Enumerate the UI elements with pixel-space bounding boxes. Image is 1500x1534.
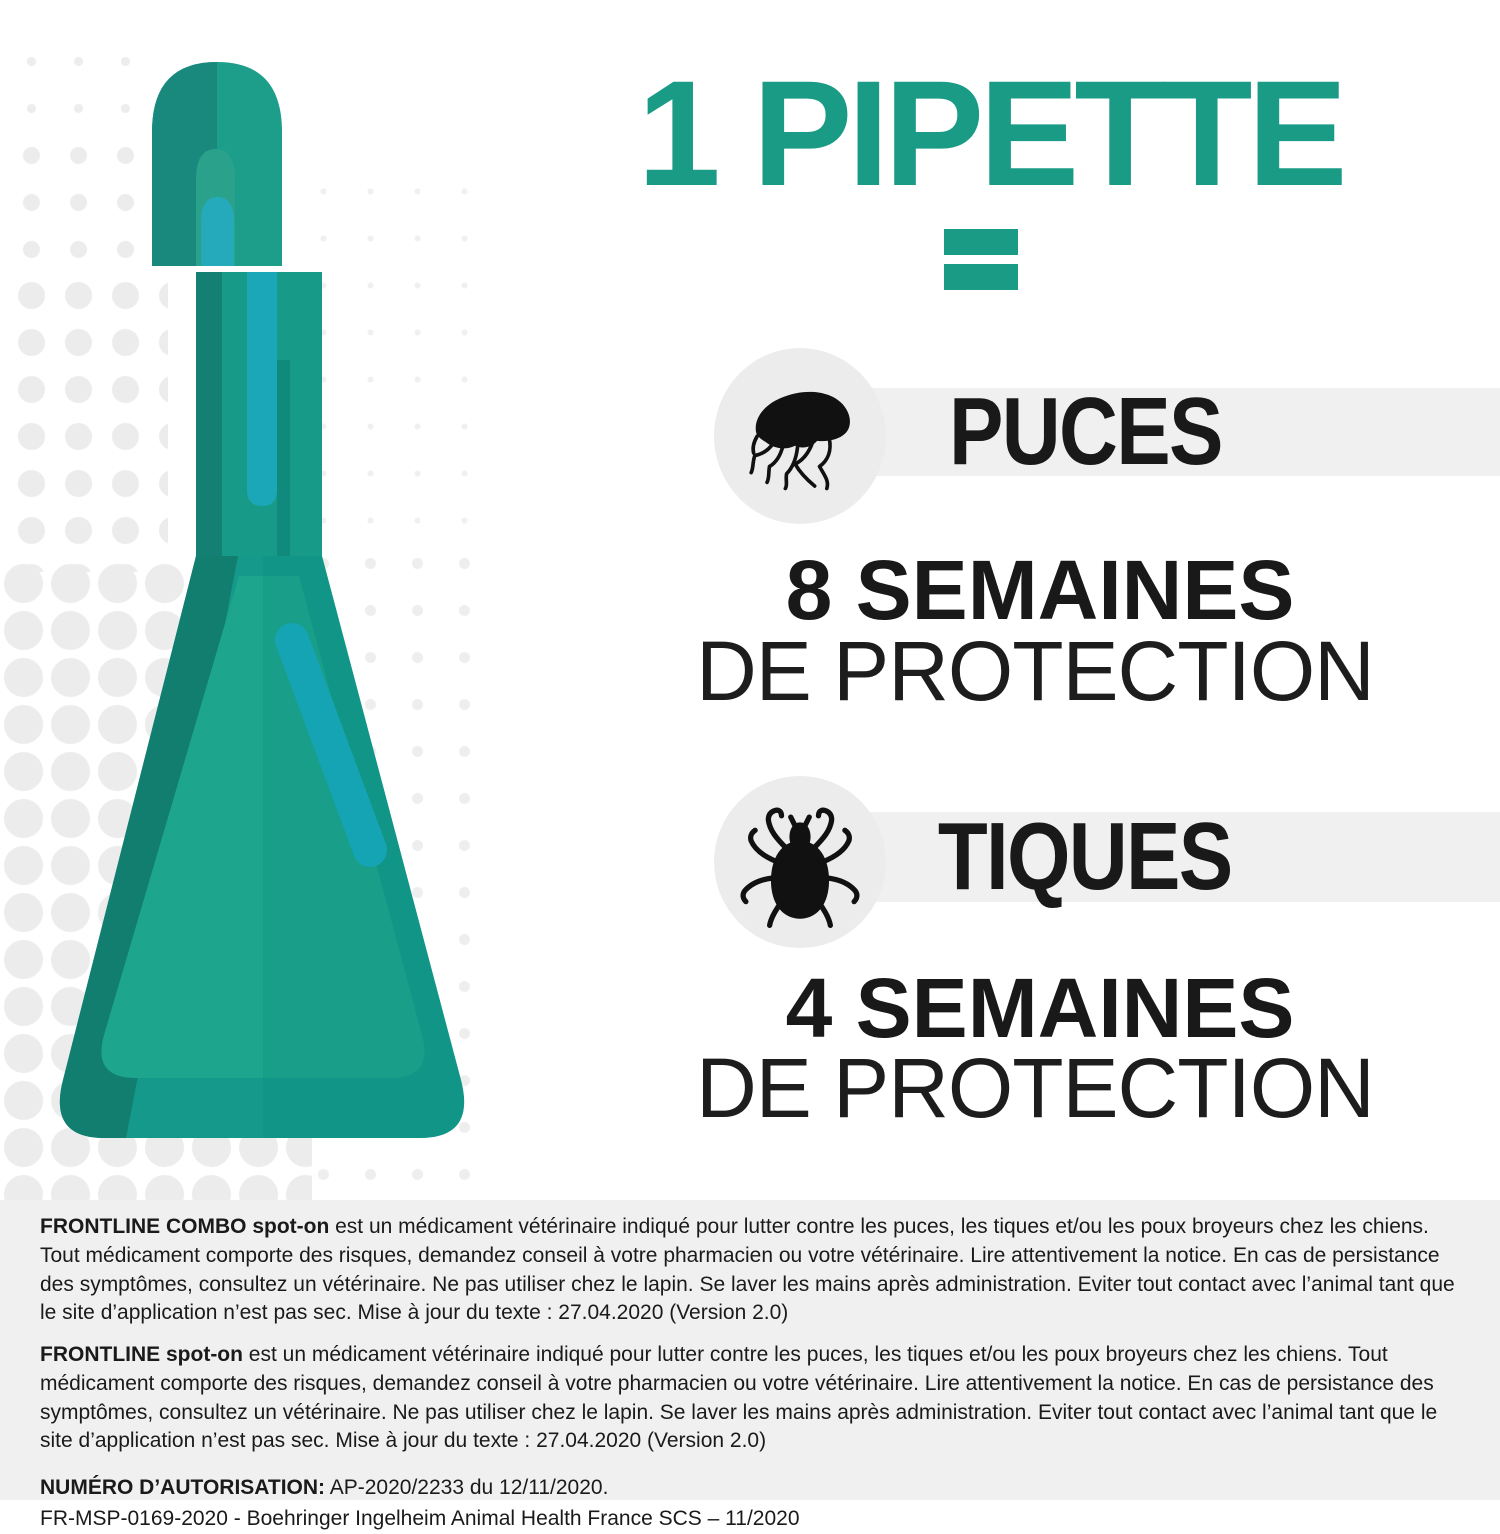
tick-circle — [714, 776, 886, 948]
equals-sign — [944, 229, 1018, 290]
tick-icon — [734, 792, 866, 932]
fleas-duration: 8 SEMAINES — [785, 543, 1295, 637]
ticks-duration-sub: DE PROTECTION — [696, 1041, 1374, 1135]
legal-panel — [0, 1200, 1500, 1530]
fleas-duration-sub: DE PROTECTION — [696, 624, 1374, 718]
legal-paragraph-frontline — [40, 1341, 1462, 1456]
fleas-label-wrap — [920, 378, 1250, 485]
reference-line: FR-MSP-0169-2020 - Boehringer Ingelheim Animal Health France SCS – 11/2020 — [40, 1506, 800, 1530]
legal-body-frontline: est un médicament vétérinaire indiqué pour lutter contre les puces, les tiques et/ou les poux broyeurs chez les chiens. Tout médicament comporte des risques, demandez conseil à votre pharmacien ou votre vétérinaire. Lire attentivement la notice. En cas de persistance des symptômes, consultez un vétérinaire. Ne pas utiliser chez le lapin. Se laver les mains après administration. Eviter tout contact avec l’animal tant que le site d’application n’est pas sec. Mise à jour du texte : 27.04.2020 (Version 2.0) — [40, 1343, 1438, 1453]
legal-lead-frontline: FRONTLINE spot-on — [40, 1343, 243, 1367]
legal-paragraph-frontline-combo — [40, 1213, 1462, 1328]
authorization-number: AP-2020/2233 du 12/11/2020. — [325, 1476, 609, 1500]
flea-circle — [714, 348, 886, 524]
legal-lead-frontline-combo: FRONTLINE COMBO spot-on — [40, 1215, 330, 1238]
fleas-label: PUCES — [948, 378, 1222, 485]
page-title: 1 PIPETTE — [637, 49, 1343, 217]
legal-body-frontline-combo: est un médicament vétérinaire indiqué pour lutter contre les puces, les tiques et/ou les poux broyeurs chez les chiens. Tout médicament comporte des risques, demandez conseil à votre pharmacien ou votre vétérinaire. Lire attentivement la notice. En cas de persistance des symptômes, consultez un vétérinaire. Ne pas utiliser chez le lapin. Se laver les mains après administration. Eviter tout contact avec l’animal tant que le site d’application n’est pas sec. Mise à jour du texte : 27.04.2020 (Version 2.0) — [40, 1215, 1455, 1325]
ticks-label-wrap — [920, 803, 1250, 910]
authorization-line — [40, 1474, 1462, 1503]
authorization-lead: NUMÉRO D’AUTORISATION: — [40, 1476, 326, 1500]
flea-icon — [736, 375, 864, 497]
equals-top-bar — [944, 229, 1018, 255]
pipette-illustration — [40, 60, 480, 1150]
ticks-duration: 4 SEMAINES — [785, 961, 1295, 1055]
ticks-label: TIQUES — [938, 803, 1232, 910]
equals-bottom-bar — [944, 264, 1018, 290]
